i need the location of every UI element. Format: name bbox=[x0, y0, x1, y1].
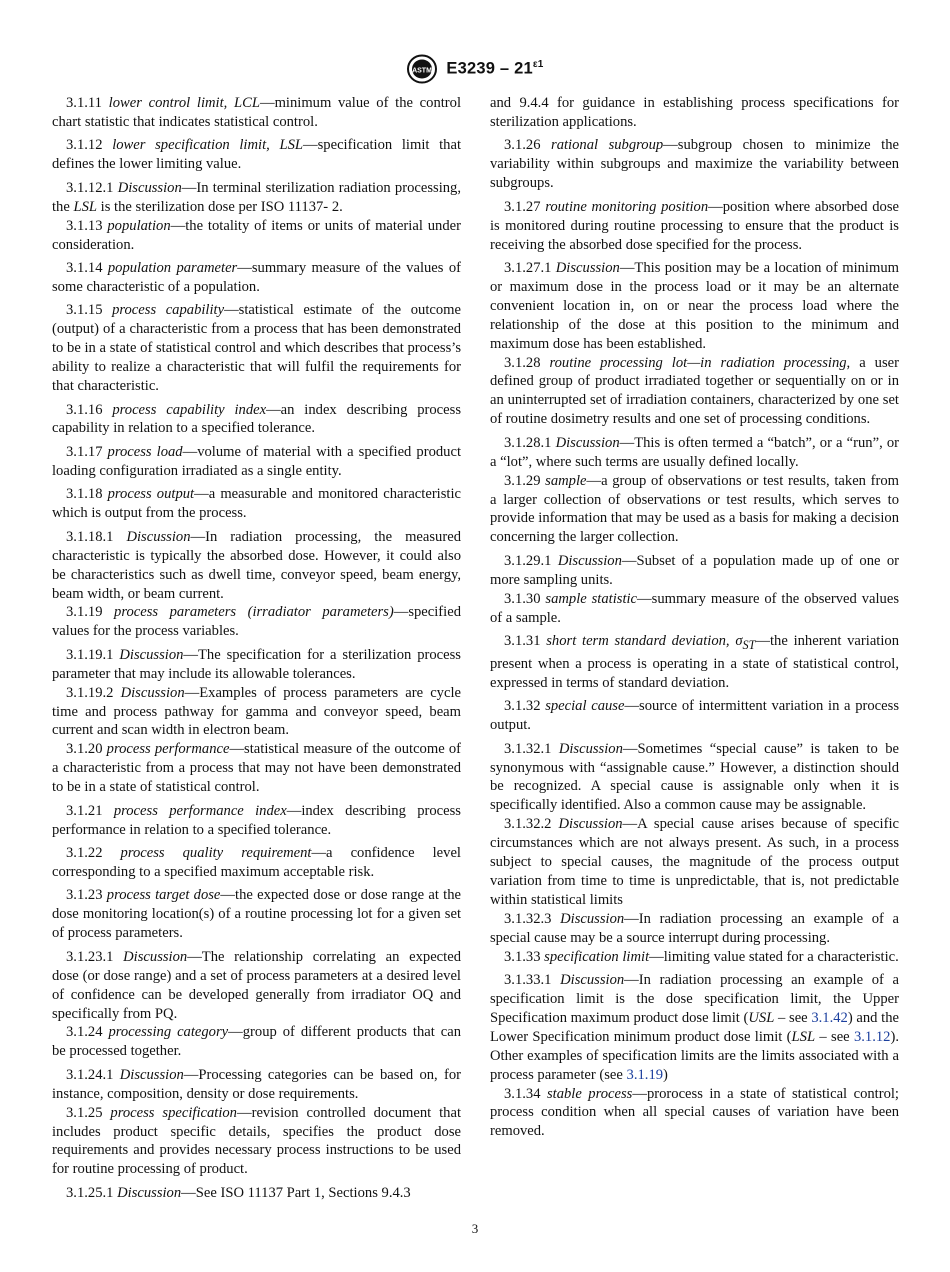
text: ) and the Lower Specification minimum product dose limit ( bbox=[490, 1009, 899, 1045]
cross-reference-link[interactable]: 3.1.19 bbox=[626, 1066, 664, 1083]
definition-paragraph bbox=[52, 603, 461, 641]
definition-text: —revision controlled document that includes product specific details, specifies the product dose requirements and provides necessary process instructions to be used for routine processing of product. bbox=[52, 1104, 462, 1178]
definition-text: —In radiation processing an example of a special cause may be a source interrupt during processing. bbox=[490, 910, 899, 946]
definition-text: —prorocess in a state of statistical control; process condition when all special causes of variation have been removed. bbox=[490, 1085, 899, 1140]
page-header bbox=[0, 52, 950, 86]
term: LSL bbox=[73, 198, 98, 215]
term: specification limit bbox=[544, 948, 650, 965]
term: Discussion bbox=[117, 1184, 182, 1201]
clause-number: 3.1.24.1 bbox=[66, 1066, 114, 1083]
clause-number: 3.1.28 bbox=[504, 354, 541, 371]
clause-number: 3.1.32.1 bbox=[504, 740, 552, 757]
text: ) bbox=[663, 1066, 668, 1083]
definition-paragraph bbox=[490, 472, 899, 548]
text: – see bbox=[815, 1028, 854, 1045]
definition-paragraph bbox=[52, 1104, 461, 1180]
definition-text: —summary measure of the values of some characteristic of a population. bbox=[52, 260, 461, 295]
clause-number: 3.1.12 bbox=[66, 137, 103, 154]
definition-text: —position where absorbed dose is monitored during routine processing to ensure that the product is receiving the absorbed dose specified for the process. bbox=[490, 198, 900, 253]
discussion-paragraph bbox=[52, 179, 461, 217]
term: process specification bbox=[110, 1104, 237, 1121]
definition-paragraph bbox=[52, 259, 461, 297]
clause-number: 3.1.25 bbox=[66, 1104, 103, 1121]
term: Discussion bbox=[117, 179, 182, 196]
definition-text: —This position may be a location of minimum or maximum dose in the process load or it may be an alternate convenient location in, on or near the process load where the relationship of the dose at this position to the minimum and maximum dose has been established. bbox=[490, 260, 899, 352]
clause-number: 3.1.23.1 bbox=[66, 948, 114, 965]
discussion-paragraph bbox=[52, 948, 461, 1024]
term: process performance index bbox=[113, 802, 287, 819]
definition-paragraph bbox=[52, 217, 461, 255]
clause-number: 3.1.34 bbox=[504, 1085, 541, 1102]
definition-paragraph bbox=[52, 802, 461, 840]
definition-paragraph bbox=[52, 301, 461, 396]
discussion-paragraph bbox=[490, 434, 899, 472]
clause-number: 3.1.19.2 bbox=[66, 684, 114, 701]
term: stable process bbox=[546, 1085, 633, 1102]
clause-number: 3.1.20 bbox=[66, 741, 103, 758]
definition-text: —a confidence level corresponding to a specified maximum acceptable risk. bbox=[52, 845, 461, 880]
definition-text: —See ISO 11137 Part 1, Sections 9.4.3 bbox=[181, 1184, 411, 1201]
term: routine processing lot—in radiation processing bbox=[549, 354, 847, 371]
definition-text: —the inherent variation present when a process is operating in a state of statistical control, expressed in terms of standard deviation. bbox=[490, 633, 900, 691]
definition-text: —the totality of items or units of material under consideration. bbox=[52, 217, 461, 253]
term: Discussion bbox=[119, 1066, 184, 1083]
term: short term standard deviation, σ bbox=[546, 633, 743, 650]
continued-paragraph: and 9.4.4 for guidance in establishing process specifications for sterilization applications. bbox=[490, 95, 899, 130]
clause-number: 3.1.16 bbox=[66, 401, 103, 418]
term: sample statistic bbox=[545, 590, 638, 607]
definition-paragraph bbox=[490, 590, 899, 628]
discussion-paragraph bbox=[490, 259, 899, 354]
left-column bbox=[52, 94, 461, 1203]
definition-text: —A special cause arises because of specific circumstances which are not always present. As such, in a process subject to special causes, the magnitude of the process output variation from time to time is unpredictable, that is, not predictable within statistical limits bbox=[490, 816, 899, 908]
discussion-paragraph bbox=[52, 1184, 461, 1203]
discussion-paragraph bbox=[490, 740, 899, 816]
clause-number: 3.1.12.1 bbox=[66, 179, 114, 196]
definition-text: —Subset of a population made up of one or more sampling units. bbox=[490, 552, 899, 588]
clause-number: 3.1.19.1 bbox=[66, 646, 114, 663]
discussion-paragraph bbox=[52, 528, 461, 604]
definition-text: —index describing process performance in relation to a specified tolerance. bbox=[52, 802, 461, 838]
definition-text: —an index describing process capability in relation to a specified tolerance. bbox=[52, 401, 461, 437]
clause-number: 3.1.30 bbox=[504, 590, 541, 607]
clause-number: 3.1.33.1 bbox=[504, 972, 552, 989]
cross-reference-link[interactable]: 3.1.12 bbox=[853, 1028, 891, 1045]
definition-text: —specified values for the process variables. bbox=[52, 604, 461, 640]
definition-text: —group of different products that can be processed together. bbox=[52, 1024, 461, 1060]
abbrev-lsl: LSL bbox=[791, 1028, 816, 1045]
definition-text: —In terminal sterilization radiation processing, the bbox=[52, 179, 461, 215]
definition-text: —Sometimes “special cause” is taken to be synonymous with “assignable cause.” However, a distinction should be recognized. A special cause is assignable only when it is specifically identified. Also a common cause may be assignable. bbox=[490, 740, 899, 814]
term: process quality requirement bbox=[120, 845, 312, 862]
definition-text: —statistical measure of the outcome of a characteristic from a process that may not have been demonstrated to be in a state of statistical control. bbox=[52, 741, 462, 796]
definition-text: —The specification for a sterilization process parameter that may include its allowable tolerances. bbox=[52, 646, 461, 682]
clause-number: 3.1.17 bbox=[66, 443, 103, 460]
term: Discussion bbox=[119, 646, 184, 663]
abbrev-usl: USL bbox=[748, 1009, 775, 1026]
clause-number: 3.1.19 bbox=[66, 604, 103, 621]
right-column bbox=[490, 94, 899, 1146]
definition-text: —minimum value of the control chart statistic that indicates statistical control. bbox=[52, 95, 462, 130]
discussion-paragraph bbox=[490, 552, 899, 590]
clause-number: 3.1.11 bbox=[66, 95, 102, 111]
definition-paragraph bbox=[490, 354, 899, 430]
term: process load bbox=[107, 443, 183, 460]
term: process output bbox=[107, 486, 195, 503]
term: lower control limit, LCL bbox=[108, 95, 260, 111]
definition-paragraph bbox=[52, 844, 461, 882]
definition-paragraph bbox=[52, 485, 461, 523]
definition-text: —limiting value stated for a characteristic. bbox=[649, 948, 899, 965]
definition-text: —Processing categories can be based on, for instance, composition, density or dose requirements. bbox=[52, 1066, 461, 1102]
clause-number: 3.1.32.2 bbox=[504, 816, 552, 833]
term: process target dose bbox=[106, 887, 221, 904]
definition-paragraph bbox=[490, 136, 899, 193]
definition-text: —the expected dose or dose range at the dose monitoring location(s) of a routine processing lot for a given set of process parameters. bbox=[52, 887, 461, 942]
definition-text: —source of intermittent variation in a process output. bbox=[490, 698, 899, 734]
definition-text: —Examples of process parameters are cycle time and process pathway for gamma and conveyor speed, beam current and scan width in electron beam. bbox=[52, 684, 461, 739]
discussion-paragraph bbox=[490, 971, 899, 1084]
clause-number: 3.1.25.1 bbox=[66, 1184, 114, 1201]
term: routine monitoring position bbox=[545, 198, 709, 215]
clause-number: 3.1.24 bbox=[66, 1024, 103, 1041]
term: processing category bbox=[108, 1024, 229, 1041]
definition-text: —a measurable and monitored characteristic which is output from the process. bbox=[52, 486, 461, 522]
definition-paragraph bbox=[490, 1085, 899, 1142]
definition-text: —a group of observations or test results, taken from a larger collection of observations or test results, which serves to provide information that may be used as a basis for making a decision concerning the larger collection. bbox=[490, 472, 900, 546]
term-subscript: ST bbox=[742, 637, 756, 652]
definition-paragraph bbox=[490, 948, 899, 967]
clause-number: 3.1.15 bbox=[66, 302, 103, 319]
astm-logo-icon bbox=[406, 54, 438, 84]
term: Discussion bbox=[558, 816, 623, 833]
page-number: 3 bbox=[471, 1221, 479, 1236]
term: Discussion bbox=[123, 948, 188, 965]
text: ). Other examples of specification limits are the limits associated with a process parameter (see bbox=[490, 1028, 899, 1083]
clause-number: 3.1.22 bbox=[66, 845, 103, 862]
definition-text: —The relationship correlating an expected dose (or dose range) and a set of process parameters at a desired level of confidence can be developed generally from irradiator OQ and specifically from PQ. bbox=[52, 948, 461, 1022]
clause-number: 3.1.31 bbox=[504, 633, 541, 650]
clause-number: 3.1.32.3 bbox=[504, 910, 552, 927]
term: Discussion bbox=[555, 434, 620, 451]
text: – see bbox=[774, 1009, 812, 1026]
clause-number: 3.1.13 bbox=[66, 217, 103, 234]
definition-text: is the sterilization dose per ISO 11137- 2. bbox=[97, 198, 343, 215]
term: Discussion bbox=[555, 260, 620, 277]
definition-text: —statistical estimate of the outcome (output) of a characteristic from a process that has been demonstrated to be in a state of statistical control and which describes that process’s ability to realize a characteristic that will fulfil the requirements for that characteristic. bbox=[52, 302, 461, 395]
definition-paragraph bbox=[490, 697, 899, 735]
definition-paragraph bbox=[52, 443, 461, 481]
clause-number: 3.1.27 bbox=[504, 198, 541, 215]
document-designation: $E3239 - 21^{\varepsilon 1}$ bbox=[446, 59, 544, 78]
term: process performance bbox=[106, 741, 230, 758]
svg-text:ASTM: ASTM bbox=[412, 67, 433, 75]
clause-number: 3.1.29.1 bbox=[504, 552, 552, 569]
clause-number: 3.1.28.1 bbox=[504, 434, 552, 451]
definition-paragraph bbox=[52, 94, 461, 132]
discussion-paragraph bbox=[490, 815, 899, 910]
clause-number: 3.1.33 bbox=[504, 948, 541, 965]
clause-number: 3.1.29 bbox=[504, 472, 541, 489]
definition-text: —subgroup chosen to minimize the variability within subgroups and maximize the variability between subgroups. bbox=[490, 137, 899, 192]
term: process capability bbox=[112, 302, 225, 319]
discussion-paragraph bbox=[52, 684, 461, 741]
definition-text: —specification limit that defines the lower limiting value. bbox=[52, 137, 462, 173]
discussion-paragraph bbox=[490, 910, 899, 948]
term: lower specification limit, LSL bbox=[112, 137, 304, 154]
clause-number: 3.1.27.1 bbox=[504, 260, 552, 277]
definition-text: , a user defined group of product irradiated together or sequentially on or in an uninterrupted set of irradiation containers, characterized by one set of routine dosimetry results and one set of processing conditions. bbox=[490, 354, 899, 428]
clause-number: 3.1.18 bbox=[66, 486, 103, 503]
discussion-paragraph bbox=[52, 1066, 461, 1104]
cross-reference-link[interactable]: 3.1.42 bbox=[811, 1009, 848, 1026]
term: special cause bbox=[545, 698, 625, 715]
term: Discussion bbox=[560, 972, 625, 989]
term: Discussion bbox=[560, 910, 625, 927]
term: Discussion bbox=[558, 740, 623, 757]
definition-paragraph bbox=[490, 198, 899, 255]
discussion-paragraph bbox=[52, 646, 461, 684]
definition-paragraph bbox=[52, 1023, 461, 1061]
definition-text: —This is often termed a “batch”, or a “run”, or a “lot”, where such terms are usually defined locally. bbox=[490, 434, 899, 470]
term: sample bbox=[545, 472, 587, 489]
definition-text: —volume of material with a specified product loading configuration irradiated as a single entity. bbox=[52, 443, 461, 479]
definition-paragraph bbox=[52, 401, 461, 439]
clause-number: 3.1.21 bbox=[66, 802, 103, 819]
term: rational subgroup bbox=[551, 137, 664, 154]
term: process parameters (irradiator parameters) bbox=[114, 604, 394, 621]
term: process capability index bbox=[112, 401, 267, 418]
clause-number: 3.1.23 bbox=[66, 887, 103, 904]
clause-number: 3.1.18.1 bbox=[66, 528, 114, 545]
term: Discussion bbox=[557, 552, 622, 569]
definition-paragraph bbox=[490, 632, 899, 693]
definition-paragraph bbox=[52, 136, 461, 174]
term: Discussion bbox=[126, 528, 191, 545]
clause-number: 3.1.26 bbox=[504, 137, 541, 154]
clause-number: 3.1.32 bbox=[504, 698, 541, 715]
definition-paragraph bbox=[52, 886, 461, 943]
definition-paragraph bbox=[52, 740, 461, 797]
definition-text: —In radiation processing an example of a specification limit is the dose specification limit, the Upper Specification maximum product dose limit ( bbox=[490, 972, 899, 1026]
clause-number: 3.1.14 bbox=[66, 260, 103, 277]
term: Discussion bbox=[120, 684, 185, 701]
definition-text: —In radiation processing, the measured characteristic is typically the absorbed dose. However, it could also be characteristics such as dwell time, conveyor speed, beam energy, beam width, or beam current. bbox=[52, 528, 461, 602]
term: population bbox=[107, 217, 171, 234]
definition-text: —summary measure of the observed values of a sample. bbox=[490, 590, 900, 626]
term: population parameter bbox=[107, 260, 238, 277]
